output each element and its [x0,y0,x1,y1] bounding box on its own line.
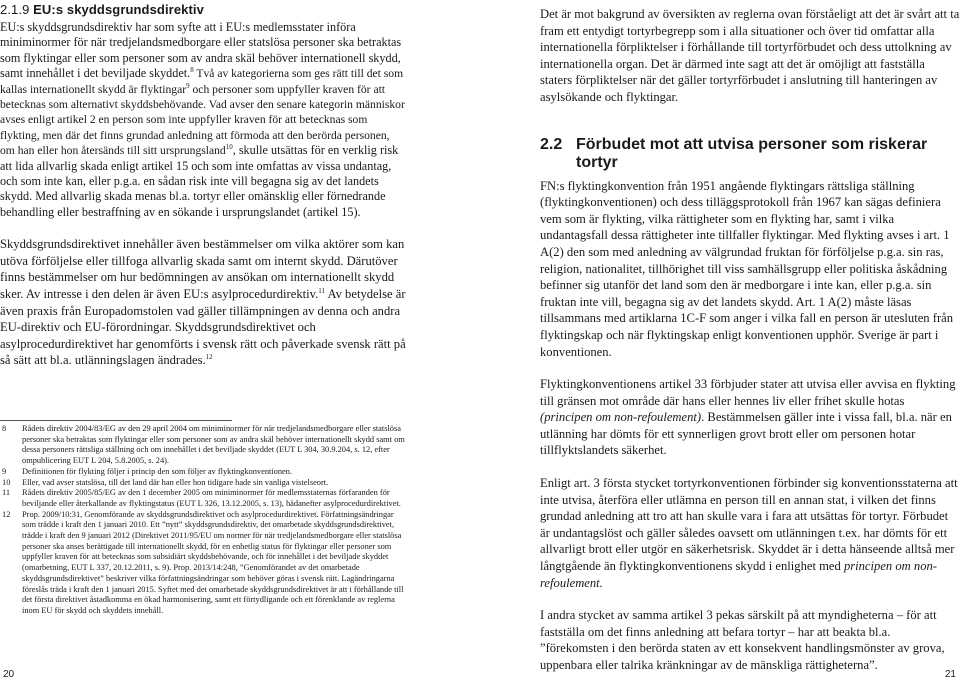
footnote-text: Eller, vad avser statslösa, till det land där han eller hon tidigare hade sin vanliga vistelseort. [22,477,329,487]
footnote-number: 11 [2,488,11,498]
footnote-number: 9 [2,466,7,476]
paragraph-2: FN:s flyktingkonvention från 1951 angående flyktingars rättsliga ställning (flyktingkonventionen) och dess tilläggsprotokoll från 1967 kan sägas definiera vem som är flykting, vilka rättigheter som en flykting har, samt i vilka undantagsfall dessa rättigheter inte tillfaller flyktingar. Med flykting avses i art. 1 A(2) den som med anledning av välgrundad fruktan för förföljelse p.g.a. sin ras, religion, nationalitet, tillhörighet till viss samhällsgrupp eller politiska åskådning befinner sig utanför det land som den är medborgare i inte kan, eller p.g.a. sin fruktan inte vill, begagna sig av det landets skydd. Art. 1 A(2) måste läsas tillsammans med artiklarna 1C-F som anger i vilka fall en person är utesluten från flyktingskap och när flyktingskap enligt konventionen upphör. Sverige är part i konventionen. [540,178,954,359]
text-run: EU:s skyddsgrundsdirektiv har som syfte att i EU:s medlemsstater införa miniminormer för när tredjelandsmedborgare eller statslösa personer ska betraktas som flyktingar eller som personer som av andra skäl behöver internationell skydd, samt innehållet i det beviljade skyddet. [0,20,402,81]
footnote-ref-11[interactable]: 11 [318,286,325,295]
page-number-left: 20 [3,669,15,680]
text-run: och personer som uppfyller kraven för att betecknas som alternativt skyddsbehövande. Vad avser den senare kategorin människor avses enligt artikel 2 en person som inte uppfyller kraven för att betecknas som flykting, men där det finns grundad anledning att förmoda att den berörda personen, om han eller hon återsänds till sitt ursprungsland [0,82,405,158]
footnote-text: Rådets direktiv 2005/85/EG av den 1 december 2005 om miniminormer för medlemsstaternas förfaranden för beviljande eller återkallande av flyktingstatus (EUT L 326, 13.12.2005, s. 13), hädanefter asylprocedurdirektivet. [22,488,401,508]
footnote-ref-9[interactable]: 9 [186,81,190,90]
text-run: Enligt art. 3 första stycket tortyrkonventionen förbinder sig konventionsstaterna att inte utvisa, återföra eller utlämna en person till en annan stat, i vilken det finns grundad anledning att tro att han skulle vara i fara att utsättas för tortyr. Förbudet är undantagslöst och gäller således oavsett om utlänningen t.ex. har dömts för ett allvarligt brott eller utgör en säkerhetsrisk. Skyddet är i detta hänseende alltså mer långtgående än flyktingkonventionens skydd i enlighet med [540,476,958,574]
paragraph-2 [0,236,406,369]
footnote-10 [0,478,406,489]
footnote-ref-10[interactable]: 10 [225,143,233,152]
paragraph-5: I andra stycket av samma artikel 3 pekas särskilt på att myndigheterna – för att fastställa om det finns anledning att befara tortyr – har att beakta bl.a. ”förekomsten i den berörda staten av ett konsekvent handlingsmönster av grova, uppenbara eller talrika kränkningar av de mänskliga rättigheterna”. [540,608,945,672]
footnote-9 [0,467,406,478]
italic-text: principen om non-refoulement. [540,559,937,590]
left-page [0,0,406,369]
footnote-number: 10 [2,477,11,487]
footnote-8 [0,424,406,467]
section-heading-2-2 [540,136,960,172]
page-number-right: 21 [944,669,956,680]
paragraph-1: Det är mot bakgrund av översikten av reglerna ovan förståeligt att det är svårt att ta fram ett entydigt tortyrbegrepp som i alla situationer och över tid omfattar alla internationella förpliktelser i förhållande till tortyrförbudet och dess uttolkning av internationella organ. Det är därmed inte sagt att det är omöjligt att fastställa staters förpliktelser när det gäller tortyrförbudet i anslutning till hanteringen av asylsökande och flyktingar. [540,7,960,104]
text-run: Av betydelse är även praxis från Europadomstolen vad gäller tillämpningen av denna och andra EU-direktiv och EU-förordningar. Skyddsgrundsdirektivet och asylprocedurdirektivet har genomförts i svensk rätt och påverkade svensk rätt på så sätt att bl.a. utlänningslagen ändrades. [0,287,406,368]
footnote-number: 12 [2,509,11,519]
paragraph-3 [540,376,960,459]
text-run: , skulle utsättas för en verklig risk att lida allvarlig skada enligt artikel 15 och som inte omfattas av vissa undantag, och som inte kan, eller p.g.a. en sådan risk inte vill begagna sig av det landets skydd. Med allvarlig skada menas bl.a. tortyr eller omänsklig eller förnedrande behandling eller bestraffning av en sökande i ursprungslandet (artikel 15). [0,143,399,219]
heading-title: Förbudet mot att utvisa personer som riskerar tortyr [576,135,928,171]
footnote-text: Definitionen för flykting följer i princip den som följer av flyktingkonventionen. [22,466,293,476]
footnote-text: Rådets direktiv 2004/83/EG av den 29 april 2004 om miniminormer för när tredjelandsmedborgare eller statslösa personer ska betraktas som flyktingar eller som personer som av andra skäl behöver internationellt skydd samt om dessa personers rättsliga ställning och om innehållet i det beviljade skyddet (EUT L 304, 30.9.204, s. 12, efter ompublicering EUT L 204, 5.8.2005, s. 24). [22,424,405,466]
text-run: Skyddsgrundsdirektivet innehåller även bestämmelser om vilka aktörer som kan utöva förföljelse eller tillfoga allvarlig skada samt om internt skydd. Därutöver finns bestämmelser om hur bedömningen av ansökan om internationellt skydd sker. Av intresse i den delen är även EU:s asylprocedurdirektiv. [0,237,405,302]
footnote-ref-8[interactable]: 8 [190,66,194,75]
right-page [540,0,960,674]
footnote-divider [0,420,232,421]
heading-number: 2.2 [540,135,563,153]
italic-text: (principen om non-refoulement) [540,410,702,425]
heading-number: 2.1.9 [0,2,30,17]
heading-title: EU:s skyddsgrundsdirektiv [33,2,204,17]
paragraph-4 [540,475,960,591]
text-run: Flyktingkonventionens artikel 33 förbjuder stater att utvisa eller avvisa en flykting till gränsen mot område där hans eller hennes liv eller frihet skulle hotas [540,377,956,408]
section-heading-2-1-9 [0,2,406,17]
footnote-text: Prop. 2009/10:31, Genomförande av skyddsgrundsdirektivet och asylprocedurdirektivet. Författningsändringar som trädde i kraft den 1 januari 2010. Ett ”nytt” skyddsgrundsdirektiv, det omarbetade skyddsgrundsdirektivet, trädde i kraft den 9 januari 2012 (Direktivet 2011/95/EU om normer för när tredjelandsmedborgare eller statslösa personer ska anses berättigade till internationellt skydd, för en enhetlig status för flyktingar eller personer som uppfyller kraven för att betecknas som subsidiärt skyddsbehövande, och för innehållet i det beviljade skyddet (omarbetning, EUT L 337, 20.12.2011, s. 9). Prop. 2013/14:248, ”Genomförandet av det omarbetade skyddsgrundsdirektivet” beskriver vilka författningsändringar som behöver göras i svensk rätt. Lagändringarna föreslås träda i kraft den 1 januari 2015. Syftet med det omarbetade skyddsgrundsdirektivet är att i förhållande till det första direktivet åstadkomma en ökad harmonisering, samt ett förtydligande och ett förenklande av reglerna inom EU för skydd och skyddets innehåll. [22,509,404,615]
text-run: . Bestämmelsen gäller inte i vissa fall, bl.a. när en utlänning har dömts för ett synnerligen grovt brott eller om personen hotar tillflyktslandets säkerhet. [540,410,952,458]
footnote-12 [0,510,406,617]
footnotes [0,424,406,617]
footnote-number: 8 [2,424,7,433]
footnote-ref-12[interactable]: 12 [205,353,213,362]
footnote-11 [0,488,406,509]
paragraph-1 [0,20,406,220]
text-run: Två av kategorierna som ges rätt till det som kallas internationellt skydd är flyktingar [0,67,404,96]
